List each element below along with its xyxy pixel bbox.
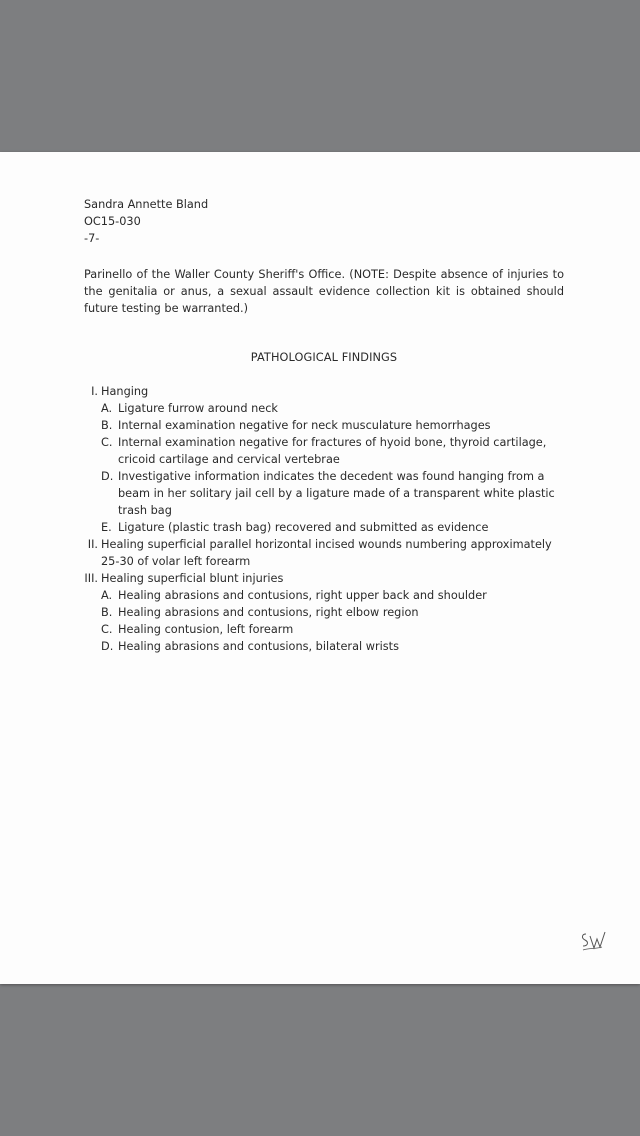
finding-number: I. (91, 385, 98, 398)
sub-finding-item (84, 417, 564, 434)
sub-finding-letter: B. (101, 419, 113, 432)
sub-finding-text: Investigative information indicates the decedent was found hanging from a beam in her solitary jail cell by a ligature made of a transparent white plastic trash bag (118, 470, 555, 517)
sub-finding-text: Healing abrasions and contusions, right upper back and shoulder (118, 589, 487, 602)
sub-finding-text: Ligature (plastic trash bag) recovered and submitted as evidence (118, 521, 489, 534)
finding-number: II. (87, 538, 98, 551)
sub-finding-item (84, 468, 564, 519)
finding-text: Healing superficial blunt injuries (101, 572, 284, 585)
sub-finding-item (84, 604, 564, 621)
sub-finding-letter: C. (101, 436, 113, 449)
sub-finding-text: Healing abrasions and contusions, right elbow region (118, 606, 419, 619)
decedent-name: Sandra Annette Bland (84, 198, 209, 211)
section-title: PATHOLOGICAL FINDINGS (250, 351, 398, 364)
finding-item (84, 383, 564, 400)
sub-finding-item (84, 434, 564, 468)
finding-text: Hanging (101, 385, 149, 398)
finding-item (84, 536, 564, 570)
document-body (84, 196, 564, 655)
sub-finding-text: Healing contusion, left forearm (118, 623, 294, 636)
sub-finding-item (84, 400, 564, 417)
sub-finding-letter: C. (101, 623, 113, 636)
sub-finding-letter: D. (101, 640, 114, 653)
page-number: -7- (84, 232, 100, 245)
sub-finding-letter: A. (101, 589, 113, 602)
sub-finding-text: Healing abrasions and contusions, bilateral wrists (118, 640, 399, 653)
intro-paragraph: Parinello of the Waller County Sheriff's Office. (NOTE: Despite absence of injuries to the genitalia or anus, a sexual assault evidence collection kit is obtained should future testing be warranted.) (84, 268, 564, 315)
findings-list (84, 383, 564, 655)
sub-finding-item (84, 519, 564, 536)
sub-finding-letter: A. (101, 402, 113, 415)
finding-text: Healing superficial parallel horizontal incised wounds numbering approximately 25-30 of volar left forearm (101, 538, 552, 568)
sub-finding-letter: D. (101, 470, 114, 483)
sub-finding-letter: E. (101, 521, 112, 534)
finding-item (84, 570, 564, 587)
finding-number: III. (84, 572, 98, 585)
sub-finding-item (84, 638, 564, 655)
document-header (84, 196, 564, 247)
sub-finding-text: Ligature furrow around neck (118, 402, 278, 415)
sub-finding-text: Internal examination negative for fractures of hyoid bone, thyroid cartilage, cricoid cartilage and cervical vertebrae (118, 436, 547, 466)
sub-finding-letter: B. (101, 606, 113, 619)
case-number: OC15-030 (84, 215, 141, 228)
handwritten-initials (578, 928, 614, 956)
sub-finding-item (84, 621, 564, 638)
sub-finding-item (84, 587, 564, 604)
document-page (0, 152, 640, 984)
sub-finding-text: Internal examination negative for neck musculature hemorrhages (118, 419, 491, 432)
